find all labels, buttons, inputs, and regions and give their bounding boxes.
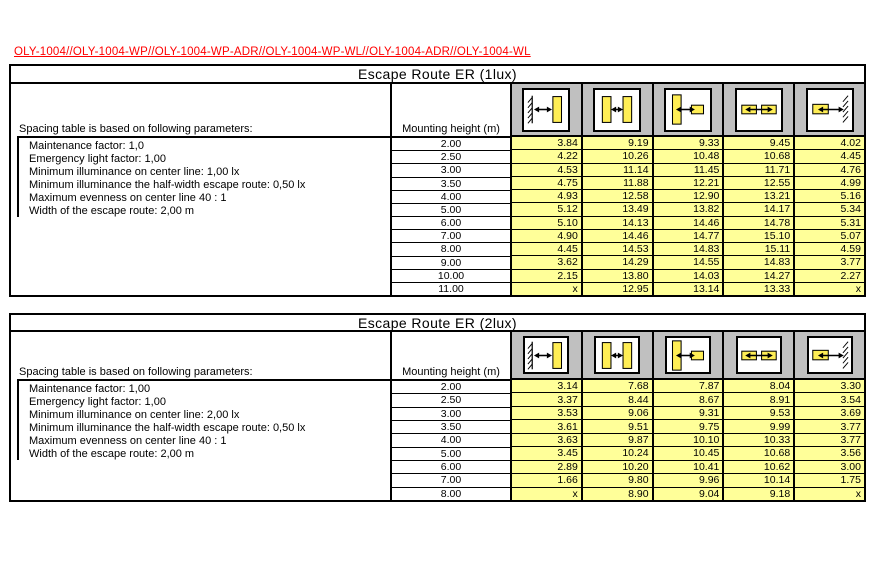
- spacing-value-cell: 11.71: [724, 164, 793, 177]
- spacing-value-cell: 5.34: [795, 203, 864, 216]
- wall-luminaire-to-wall-luminaire-icon: [594, 336, 640, 374]
- escape-route-table-1lux: [9, 64, 866, 297]
- mounting-height-cell: 3.00: [392, 408, 510, 421]
- spacing-value-cell: 2.15: [512, 270, 581, 283]
- spacing-value-cell: 8.04: [724, 380, 793, 393]
- spacing-value-cell: 11.88: [583, 177, 652, 190]
- spacing-column: [724, 84, 795, 295]
- mounting-height-label: Mounting height (m): [392, 84, 510, 138]
- spacing-value-cell: 2.27: [795, 270, 864, 283]
- spacing-value-cell: 8.91: [724, 393, 793, 406]
- spacing-value-cell: 5.12: [512, 203, 581, 216]
- spacing-value-cell: 9.96: [654, 474, 723, 487]
- icon-header-cell: [583, 332, 652, 380]
- parameter-line: Emergency light factor: 1,00: [29, 152, 166, 165]
- spacing-value-cell: 10.33: [724, 434, 793, 447]
- spacing-value-cell: 3.54: [795, 393, 864, 406]
- spacing-value-cell: 4.93: [512, 190, 581, 203]
- spacing-value-cell: 14.03: [654, 270, 723, 283]
- spacing-value-cell: 3.61: [512, 420, 581, 433]
- mounting-height-cell: 6.00: [392, 217, 510, 230]
- parameters-panel: [11, 332, 392, 500]
- mounting-height-cell: 6.00: [392, 461, 510, 474]
- spacing-value-cell: 5.07: [795, 230, 864, 243]
- spacing-value-cell: 5.31: [795, 217, 864, 230]
- parameters-list: [17, 381, 390, 460]
- spacing-value-cell: 3.62: [512, 256, 581, 269]
- spacing-value-cell: 8.44: [583, 393, 652, 406]
- spacing-value-cell: 9.45: [724, 137, 793, 150]
- spacing-value-cell: 14.13: [583, 217, 652, 230]
- mounting-height-column: [392, 84, 512, 295]
- spacing-value-cell: 3.77: [795, 256, 864, 269]
- parameters-heading: Spacing table is based on following parameters:: [17, 332, 390, 381]
- spacing-value-cell: 5.16: [795, 190, 864, 203]
- spacing-value-cell: 14.46: [583, 230, 652, 243]
- spacing-value-cells: [512, 137, 581, 295]
- mounting-height-cell: 8.00: [392, 243, 510, 256]
- mounting-height-cell: 5.00: [392, 204, 510, 217]
- spacing-value-cell: 2.89: [512, 461, 581, 474]
- spacing-value-cell: 10.20: [583, 461, 652, 474]
- parameter-line: Width of the escape route: 2,00 m: [29, 204, 195, 217]
- mounting-height-label: Mounting height (m): [392, 332, 510, 381]
- spacing-value-cell: 1.66: [512, 474, 581, 487]
- spacing-value-cell: 9.19: [583, 137, 652, 150]
- ceiling-luminaire-to-wall-icon: [807, 336, 853, 374]
- spacing-value-cell: x: [512, 283, 581, 295]
- parameter-line: Minimum illuminance the half-width escape route: 0,50 lx: [29, 178, 306, 191]
- spacing-value-cell: 14.83: [654, 243, 723, 256]
- mounting-height-column: [392, 332, 512, 500]
- mounting-height-cell: 4.00: [392, 191, 510, 204]
- spacing-value-cell: 4.22: [512, 150, 581, 163]
- mounting-height-cell: 11.00: [438, 282, 464, 295]
- mounting-height-cells: [392, 381, 510, 500]
- icon-header-cell: [654, 84, 723, 137]
- spacing-value-cell: 3.14: [512, 380, 581, 393]
- spacing-column: [795, 332, 864, 500]
- icon-header-cell: [795, 332, 864, 380]
- mounting-height-cell: 2.00: [392, 381, 510, 394]
- spacing-value-cell: 1.75: [795, 474, 864, 487]
- spacing-value-cells: [795, 380, 864, 500]
- spacing-value-cell: 3.53: [512, 407, 581, 420]
- spacing-value-cell: 9.75: [654, 420, 723, 433]
- parameters-list: [17, 138, 390, 217]
- spacing-value-cell: 8.67: [654, 393, 723, 406]
- spacing-value-cell: 9.51: [583, 420, 652, 433]
- spacing-value-cells: [724, 137, 793, 295]
- parameter-line: Minimum illuminance on center line: 1,00 lx: [29, 165, 240, 178]
- mounting-height-cells: [392, 138, 510, 295]
- mounting-height-cell: 8.00: [440, 487, 462, 500]
- spacing-value-cell: 7.68: [583, 380, 652, 393]
- spacing-value-cell: 11.14: [583, 164, 652, 177]
- mounting-height-cell: 2.00: [392, 138, 510, 151]
- icon-header-cell: [724, 84, 793, 137]
- spacing-value-cell: 4.59: [795, 243, 864, 256]
- spacing-value-cell: 4.76: [795, 164, 864, 177]
- mounting-height-cell: 5.00: [392, 448, 510, 461]
- spacing-value-cells: [795, 137, 864, 295]
- parameter-line: Minimum illuminance the half-width escape route: 0,50 lx: [29, 421, 306, 434]
- spacing-value-cell: 9.31: [654, 407, 723, 420]
- parameter-line: Emergency light factor: 1,00: [29, 395, 166, 408]
- parameters-heading: Spacing table is based on following parameters:: [17, 84, 390, 138]
- spacing-value-cell: 4.75: [512, 177, 581, 190]
- spacing-value-cells: [583, 137, 652, 295]
- parameters-panel: [11, 84, 392, 295]
- wall-to-wall-luminaire-icon: [522, 88, 570, 132]
- spacing-value-cells: [724, 380, 793, 500]
- spacing-column: [654, 84, 725, 295]
- mounting-height-cell: 4.00: [392, 434, 510, 447]
- spacing-value-cell: 14.17: [724, 203, 793, 216]
- ceiling-luminaire-to-ceiling-luminaire-icon: [736, 336, 782, 374]
- icon-header-cell: [795, 84, 864, 137]
- icon-header-cell: [583, 84, 652, 137]
- spacing-value-cells: [583, 380, 652, 500]
- spacing-value-cell: 12.95: [583, 283, 652, 295]
- ceiling-luminaire-to-ceiling-luminaire-icon: [735, 88, 783, 132]
- spacing-value-cell: 3.30: [795, 380, 864, 393]
- mounting-height-cell: 2.50: [392, 151, 510, 164]
- product-codes-link[interactable]: OLY-1004//OLY-1004-WP//OLY-1004-WP-ADR//OLY-1004-WP-WL//OLY-1004-ADR//OLY-1004-WL: [14, 46, 531, 58]
- spacing-value-cell: x: [512, 488, 581, 500]
- spacing-column: [724, 332, 795, 500]
- spacing-value-cell: 4.45: [795, 150, 864, 163]
- spacing-value-cell: 3.63: [512, 434, 581, 447]
- spacing-value-cell: 11.45: [654, 164, 723, 177]
- ceiling-luminaire-to-wall-icon: [806, 88, 854, 132]
- spacing-value-cell: 10.26: [583, 150, 652, 163]
- spacing-value-cells: [512, 380, 581, 500]
- table-body: [11, 84, 864, 295]
- spacing-value-cell: 3.00: [795, 461, 864, 474]
- spacing-value-cell: 10.62: [724, 461, 793, 474]
- spacing-value-cell: 4.90: [512, 230, 581, 243]
- spacing-value-cell: 15.11: [724, 243, 793, 256]
- table-title: Escape Route ER (2lux): [11, 315, 864, 332]
- spacing-value-cell: 5.10: [512, 217, 581, 230]
- spacing-value-cell: 9.06: [583, 407, 652, 420]
- icon-header-cell: [512, 332, 581, 380]
- escape-route-table-2lux: [9, 313, 866, 502]
- spacing-value-cell: 14.83: [724, 256, 793, 269]
- spacing-value-cell: 3.77: [795, 434, 864, 447]
- spacing-value-cell: 3.56: [795, 447, 864, 460]
- spacing-value-cell: 3.45: [512, 447, 581, 460]
- icon-header-cell: [512, 84, 581, 137]
- icon-header-cell: [654, 332, 723, 380]
- spacing-value-cell: 9.04: [654, 488, 723, 500]
- spacing-value-cell: 3.84: [512, 137, 581, 150]
- spacing-value-cell: 9.99: [724, 420, 793, 433]
- mounting-height-cell: 3.00: [392, 164, 510, 177]
- spacing-column: [583, 332, 654, 500]
- spacing-value-cell: x: [795, 488, 864, 500]
- wall-luminaire-to-ceiling-luminaire-icon: [665, 336, 711, 374]
- spacing-value-cell: 10.48: [654, 150, 723, 163]
- spacing-value-cell: 12.21: [654, 177, 723, 190]
- spacing-value-cell: x: [795, 283, 864, 295]
- spacing-value-cell: 14.27: [724, 270, 793, 283]
- parameter-line: Maintenance factor: 1,0: [29, 140, 144, 152]
- spacing-value-cell: 9.33: [654, 137, 723, 150]
- spacing-value-cell: 9.18: [724, 488, 793, 500]
- parameter-line: Maximum evenness on center line 40 : 1: [29, 434, 227, 447]
- spacing-value-cell: 4.53: [512, 164, 581, 177]
- wall-to-wall-luminaire-icon: [523, 336, 569, 374]
- spacing-value-cell: 3.37: [512, 393, 581, 406]
- mounting-height-cell: 3.50: [392, 421, 510, 434]
- spacing-value-cell: 14.55: [654, 256, 723, 269]
- parameter-line: Maintenance factor: 1,00: [29, 383, 151, 395]
- icon-header-cell: [724, 332, 793, 380]
- spacing-column: [583, 84, 654, 295]
- spacing-value-cell: 14.29: [583, 256, 652, 269]
- spacing-value-cell: 12.90: [654, 190, 723, 203]
- spacing-value-cell: 8.90: [583, 488, 652, 500]
- parameter-line: Width of the escape route: 2,00 m: [29, 447, 195, 460]
- spacing-value-cell: 15.10: [724, 230, 793, 243]
- spacing-value-cell: 13.82: [654, 203, 723, 216]
- spacing-column: [512, 84, 583, 295]
- spacing-value-cell: 13.21: [724, 190, 793, 203]
- spacing-value-cell: 13.49: [583, 203, 652, 216]
- spacing-column: [795, 84, 864, 295]
- spacing-value-cell: 13.80: [583, 270, 652, 283]
- spacing-value-cell: 10.10: [654, 434, 723, 447]
- spacing-value-cell: 14.78: [724, 217, 793, 230]
- parameter-line: Maximum evenness on center line 40 : 1: [29, 191, 227, 204]
- spacing-value-cell: 4.45: [512, 243, 581, 256]
- table-body: [11, 332, 864, 500]
- spacing-column: [512, 332, 583, 500]
- mounting-height-cell: 9.00: [392, 257, 510, 270]
- spacing-value-cell: 12.58: [583, 190, 652, 203]
- spacing-value-cell: 4.99: [795, 177, 864, 190]
- spacing-value-cell: 10.45: [654, 447, 723, 460]
- spacing-value-cell: 9.53: [724, 407, 793, 420]
- spacing-columns: [512, 84, 864, 295]
- mounting-height-cell: 7.00: [392, 230, 510, 243]
- spacing-value-cell: 13.14: [654, 283, 723, 295]
- spacing-value-cell: 3.77: [795, 420, 864, 433]
- spacing-value-cell: 7.87: [654, 380, 723, 393]
- spacing-value-cell: 12.55: [724, 177, 793, 190]
- spacing-value-cell: 10.68: [724, 447, 793, 460]
- spacing-value-cell: 14.46: [654, 217, 723, 230]
- table-title: Escape Route ER (1lux): [11, 66, 864, 84]
- spacing-value-cell: 10.14: [724, 474, 793, 487]
- spacing-value-cell: 9.87: [583, 434, 652, 447]
- parameter-line: Minimum illuminance on center line: 2,00 lx: [29, 408, 240, 421]
- spacing-value-cell: 14.77: [654, 230, 723, 243]
- mounting-height-cell: 3.50: [392, 178, 510, 191]
- mounting-height-cell: 2.50: [392, 394, 510, 407]
- mounting-height-cell: 10.00: [392, 270, 510, 283]
- spacing-value-cells: [654, 137, 723, 295]
- spacing-value-cell: 9.80: [583, 474, 652, 487]
- spacing-value-cell: 13.33: [724, 283, 793, 295]
- spacing-value-cell: 10.41: [654, 461, 723, 474]
- spacing-value-cell: 3.69: [795, 407, 864, 420]
- spacing-value-cell: 10.68: [724, 150, 793, 163]
- wall-luminaire-to-wall-luminaire-icon: [593, 88, 641, 132]
- spacing-value-cell: 10.24: [583, 447, 652, 460]
- mounting-height-cell: 7.00: [392, 474, 510, 487]
- wall-luminaire-to-ceiling-luminaire-icon: [664, 88, 712, 132]
- spacing-column: [654, 332, 725, 500]
- spacing-value-cell: 14.53: [583, 243, 652, 256]
- spacing-columns: [512, 332, 864, 500]
- spacing-value-cell: 4.02: [795, 137, 864, 150]
- spacing-value-cells: [654, 380, 723, 500]
